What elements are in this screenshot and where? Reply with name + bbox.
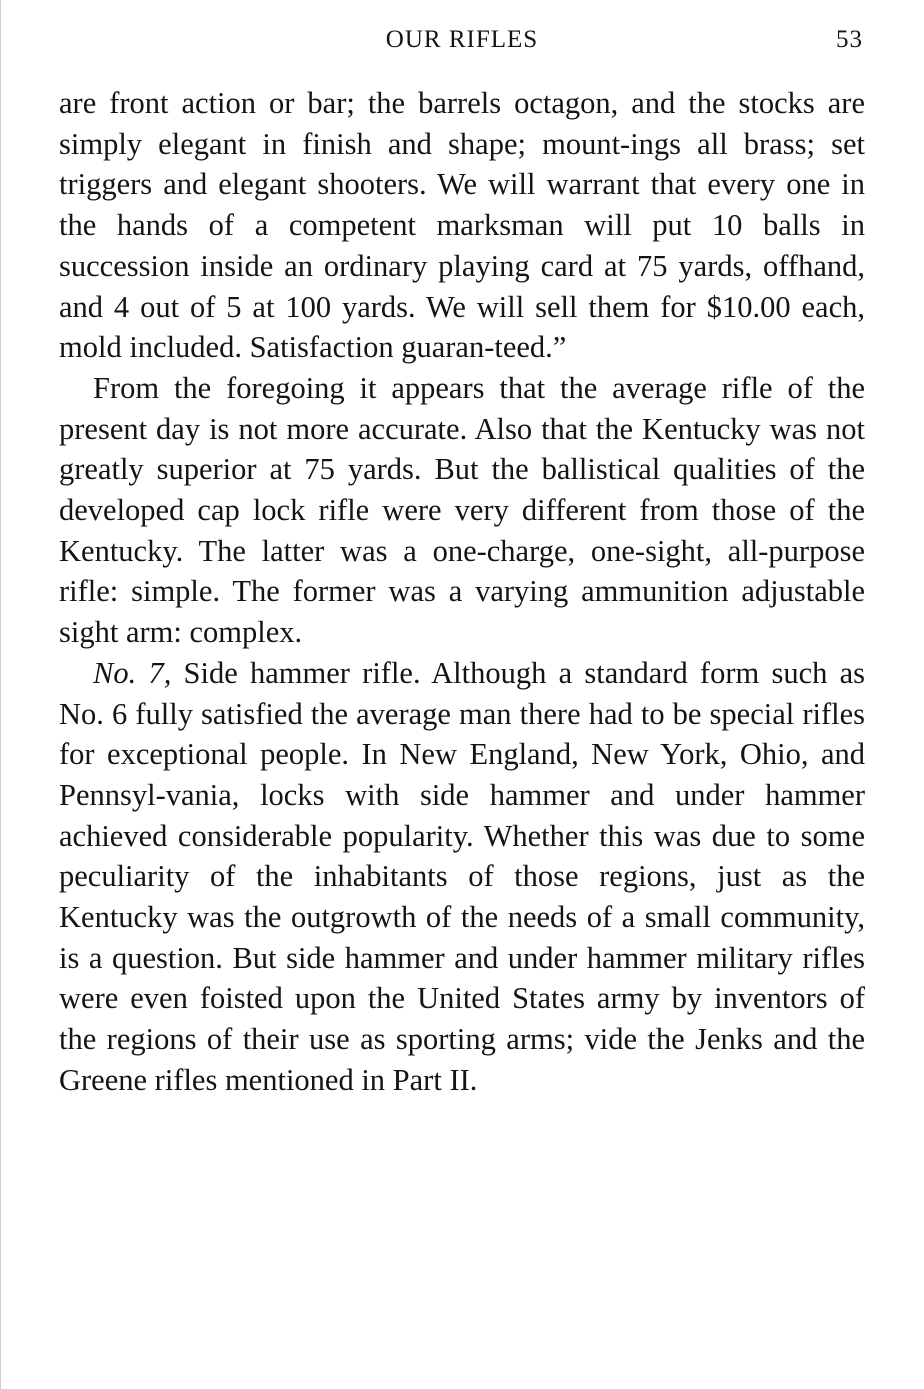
item-label: No. 7,: [93, 655, 172, 690]
paragraph-text: Side hammer rifle. Although a standard form such as No. 6 fully satisfied the average man there had to be special rifles for exceptional people. In New England, New York, Ohio, and Pennsyl-vania, locks with side hammer and under hammer achieved considerable popularity. Whether this was due to some peculiarity of the inhabitants of those regions, just as the Kentucky was the outgrowth of the needs of a small community, is a question. But side hammer and under hammer military rifles were even foisted upon the United States army by inventors of the regions of their use as sporting arms; vide the Jenks and the Greene rifles mentioned in Part II.: [59, 655, 865, 1097]
running-head: [59, 26, 865, 58]
running-title: OUR RIFLES: [385, 26, 539, 53]
body-text: [59, 83, 865, 1101]
paragraph-text: are front action or bar; the barrels octagon, and the stocks are simply elegant in finish and shape; mount-ings all brass; set triggers and elegant shooters. We will warrant that every one in the hands of a competent marksman will put 10 balls in succession inside an ordinary playing card at 75 yards, offhand, and 4 out of 5 at 100 yards. We will sell them for $10.00 each, mold included. Satisfaction guaran-teed.”: [59, 86, 865, 365]
page-number: 53: [836, 26, 863, 53]
paragraph-text: From the foregoing it appears that the average rifle of the present day is not more accurate. Also that the Kentucky was not greatly superior at 75 yards. But the ballistical qualities of the developed cap lock rifle were very different from those of the Kentucky. The latter was a one-charge, one-sight, all-purpose rifle: simple. The former was a varying ammunition adjustable sight arm: complex.: [59, 370, 865, 650]
paragraph-continuation: [59, 83, 865, 368]
paragraph-comparison: [59, 368, 865, 653]
paragraph-side-hammer-rifle: [59, 653, 865, 1101]
